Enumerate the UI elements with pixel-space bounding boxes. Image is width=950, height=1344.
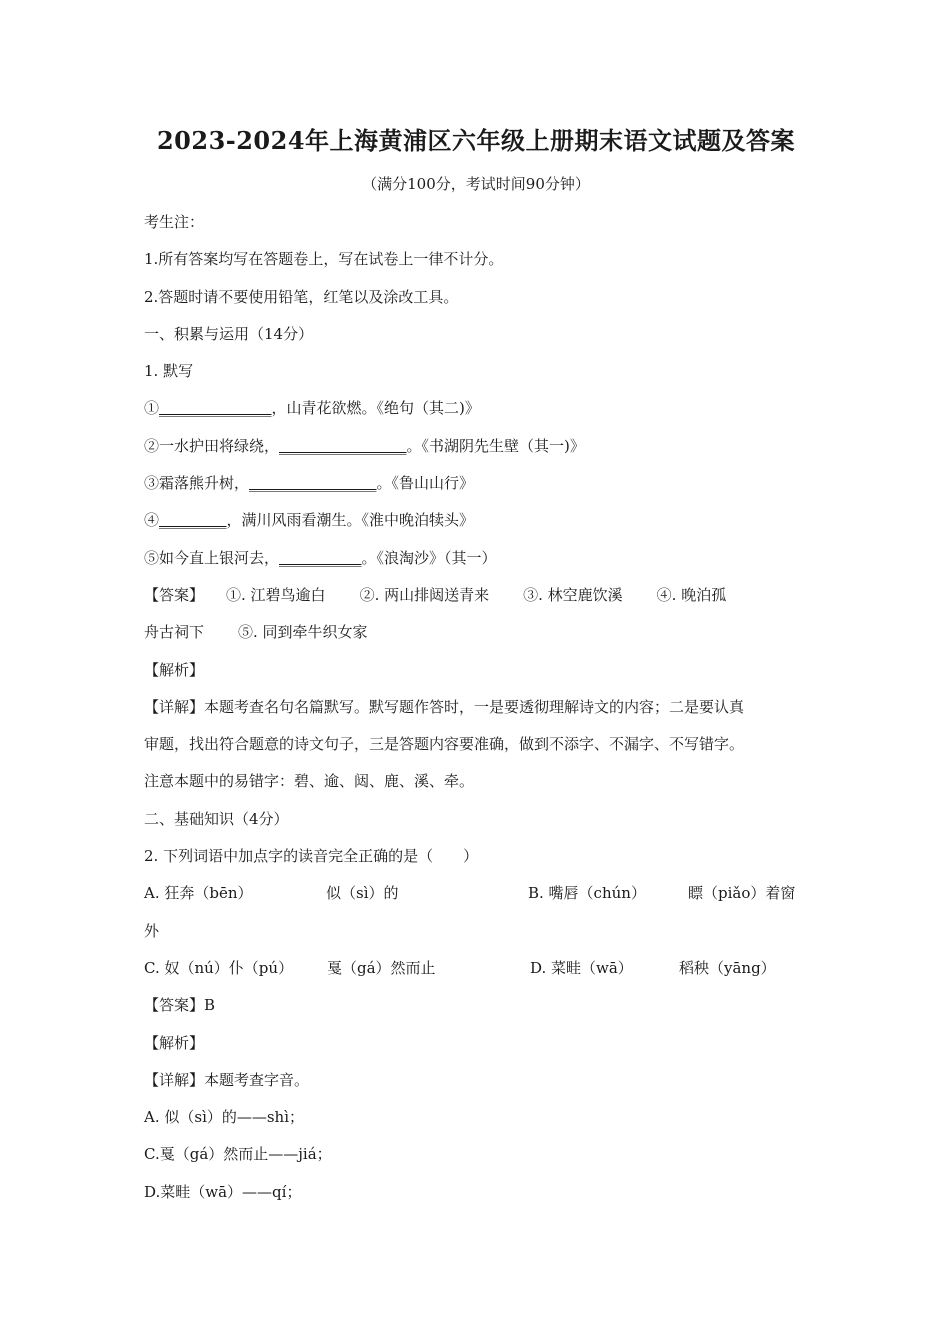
- dictation-item: [144, 502, 808, 539]
- option-d-word-1: D. 菜畦（wā）: [530, 958, 633, 977]
- answer-label: 【答案】: [144, 585, 205, 604]
- answer-line: [144, 577, 808, 614]
- question-title: 2. 下列词语中加点字的读音完全正确的是（ ）: [144, 847, 479, 866]
- dictation-suffix: 。《书湖阴先生壁（其一)》: [406, 436, 585, 455]
- answer-item: ⑤. 同到牵牛织女家: [238, 623, 368, 642]
- option-c-word-1: C. 奴（nú）仆（pú）: [144, 958, 294, 977]
- option-b-wrap: 外: [144, 921, 160, 940]
- dictation-item: [144, 390, 808, 427]
- notice-item: 2.答题时请不要使用铅笔，红笔以及涂改工具。: [144, 287, 459, 306]
- analysis-label: 【解析】: [144, 660, 205, 679]
- answer-item: ②. 两山排闼送青来: [359, 585, 490, 604]
- detail-text: 注意本题中的易错字：碧、逾、闼、鹿、溪、牵。: [144, 772, 475, 791]
- dictation-suffix: ，满川风雨看潮生。《淮中晚泊犊头》: [226, 511, 475, 530]
- analysis-label: 【解析】: [144, 1033, 205, 1052]
- section-heading: 二、基础知识（4分）: [144, 809, 289, 828]
- dictation-item: [144, 465, 808, 502]
- answer-item: ③. 林空鹿饮溪: [523, 585, 623, 604]
- option-a-word-1: A. 狂奔（bēn）: [144, 884, 253, 903]
- options-row: [144, 875, 808, 912]
- option-b-word-2: 瞟（piǎo）着窗: [688, 884, 796, 903]
- option-d-word-2: 稻秧（yāng）: [679, 958, 776, 977]
- dictation-prefix: ②一水护田将绿绕，: [144, 436, 280, 455]
- dictation-prefix: ⑤如今直上银河去，: [144, 548, 280, 567]
- option-b-word-1: B. 嘴唇（chún）: [528, 884, 646, 903]
- document-subtitle: （满分100分，考试时间90分钟）: [362, 175, 590, 193]
- option-c-word-2: 戛（gá）然而止: [327, 958, 436, 977]
- option-a-word-2: 似（sì）的: [326, 884, 399, 903]
- dictation-item: [144, 428, 808, 465]
- answer-item: ①. 江碧鸟逾白: [226, 585, 326, 604]
- dictation-suffix: ，山青花欲燃。《绝句（其二)》: [271, 399, 480, 418]
- detail-text: 审题，找出符合题意的诗文句子，三是答题内容要准确，做到不添字、不漏字、不写错字。: [144, 735, 745, 754]
- dictation-prefix: ③霜落熊升树，: [144, 474, 250, 493]
- dictation-blank: ___________: [279, 548, 362, 567]
- dictation-prefix: ①: [144, 399, 160, 418]
- detail-text: 【详解】本题考查字音。: [144, 1070, 310, 1089]
- notice-item: 1.所有答案均写在答题卷上，写在试卷上一律不计分。: [144, 250, 504, 269]
- answer-item: 舟古祠下: [144, 623, 205, 642]
- document-title: 2023-2024年上海黄浦区六年级上册期末语文试题及答案: [156, 126, 796, 155]
- correction-item: C.戛（gá）然而止——jiá；: [144, 1145, 332, 1164]
- detail-text: 【详解】本题考查名句名篇默写。默写题作答时，一是要透彻理解诗文的内容；二是要认真: [144, 697, 745, 716]
- question-title: 1. 默写: [144, 362, 194, 381]
- answer-item: ④. 晚泊孤: [656, 585, 727, 604]
- answer-line: [144, 614, 808, 651]
- dictation-suffix: 。《浪淘沙》（其一）: [361, 548, 497, 567]
- document-body: [144, 204, 808, 1211]
- notice-heading: 考生注：: [144, 213, 205, 231]
- correction-item: A. 似（sì）的——shì；: [144, 1108, 305, 1127]
- dictation-blank: _________: [159, 511, 227, 530]
- dictation-blank: _______________: [159, 399, 272, 418]
- answer-line: 【答案】B: [144, 996, 216, 1015]
- options-row: [144, 950, 808, 987]
- dictation-blank: _________________: [279, 436, 407, 455]
- dictation-item: [144, 540, 808, 577]
- dictation-blank: _________________: [249, 474, 377, 493]
- section-heading: 一、积累与运用（14分）: [144, 324, 314, 343]
- correction-item: D.菜畦（wā）——qí；: [144, 1182, 302, 1201]
- dictation-suffix: 。《鲁山山行》: [376, 474, 475, 493]
- dictation-prefix: ④: [144, 511, 160, 530]
